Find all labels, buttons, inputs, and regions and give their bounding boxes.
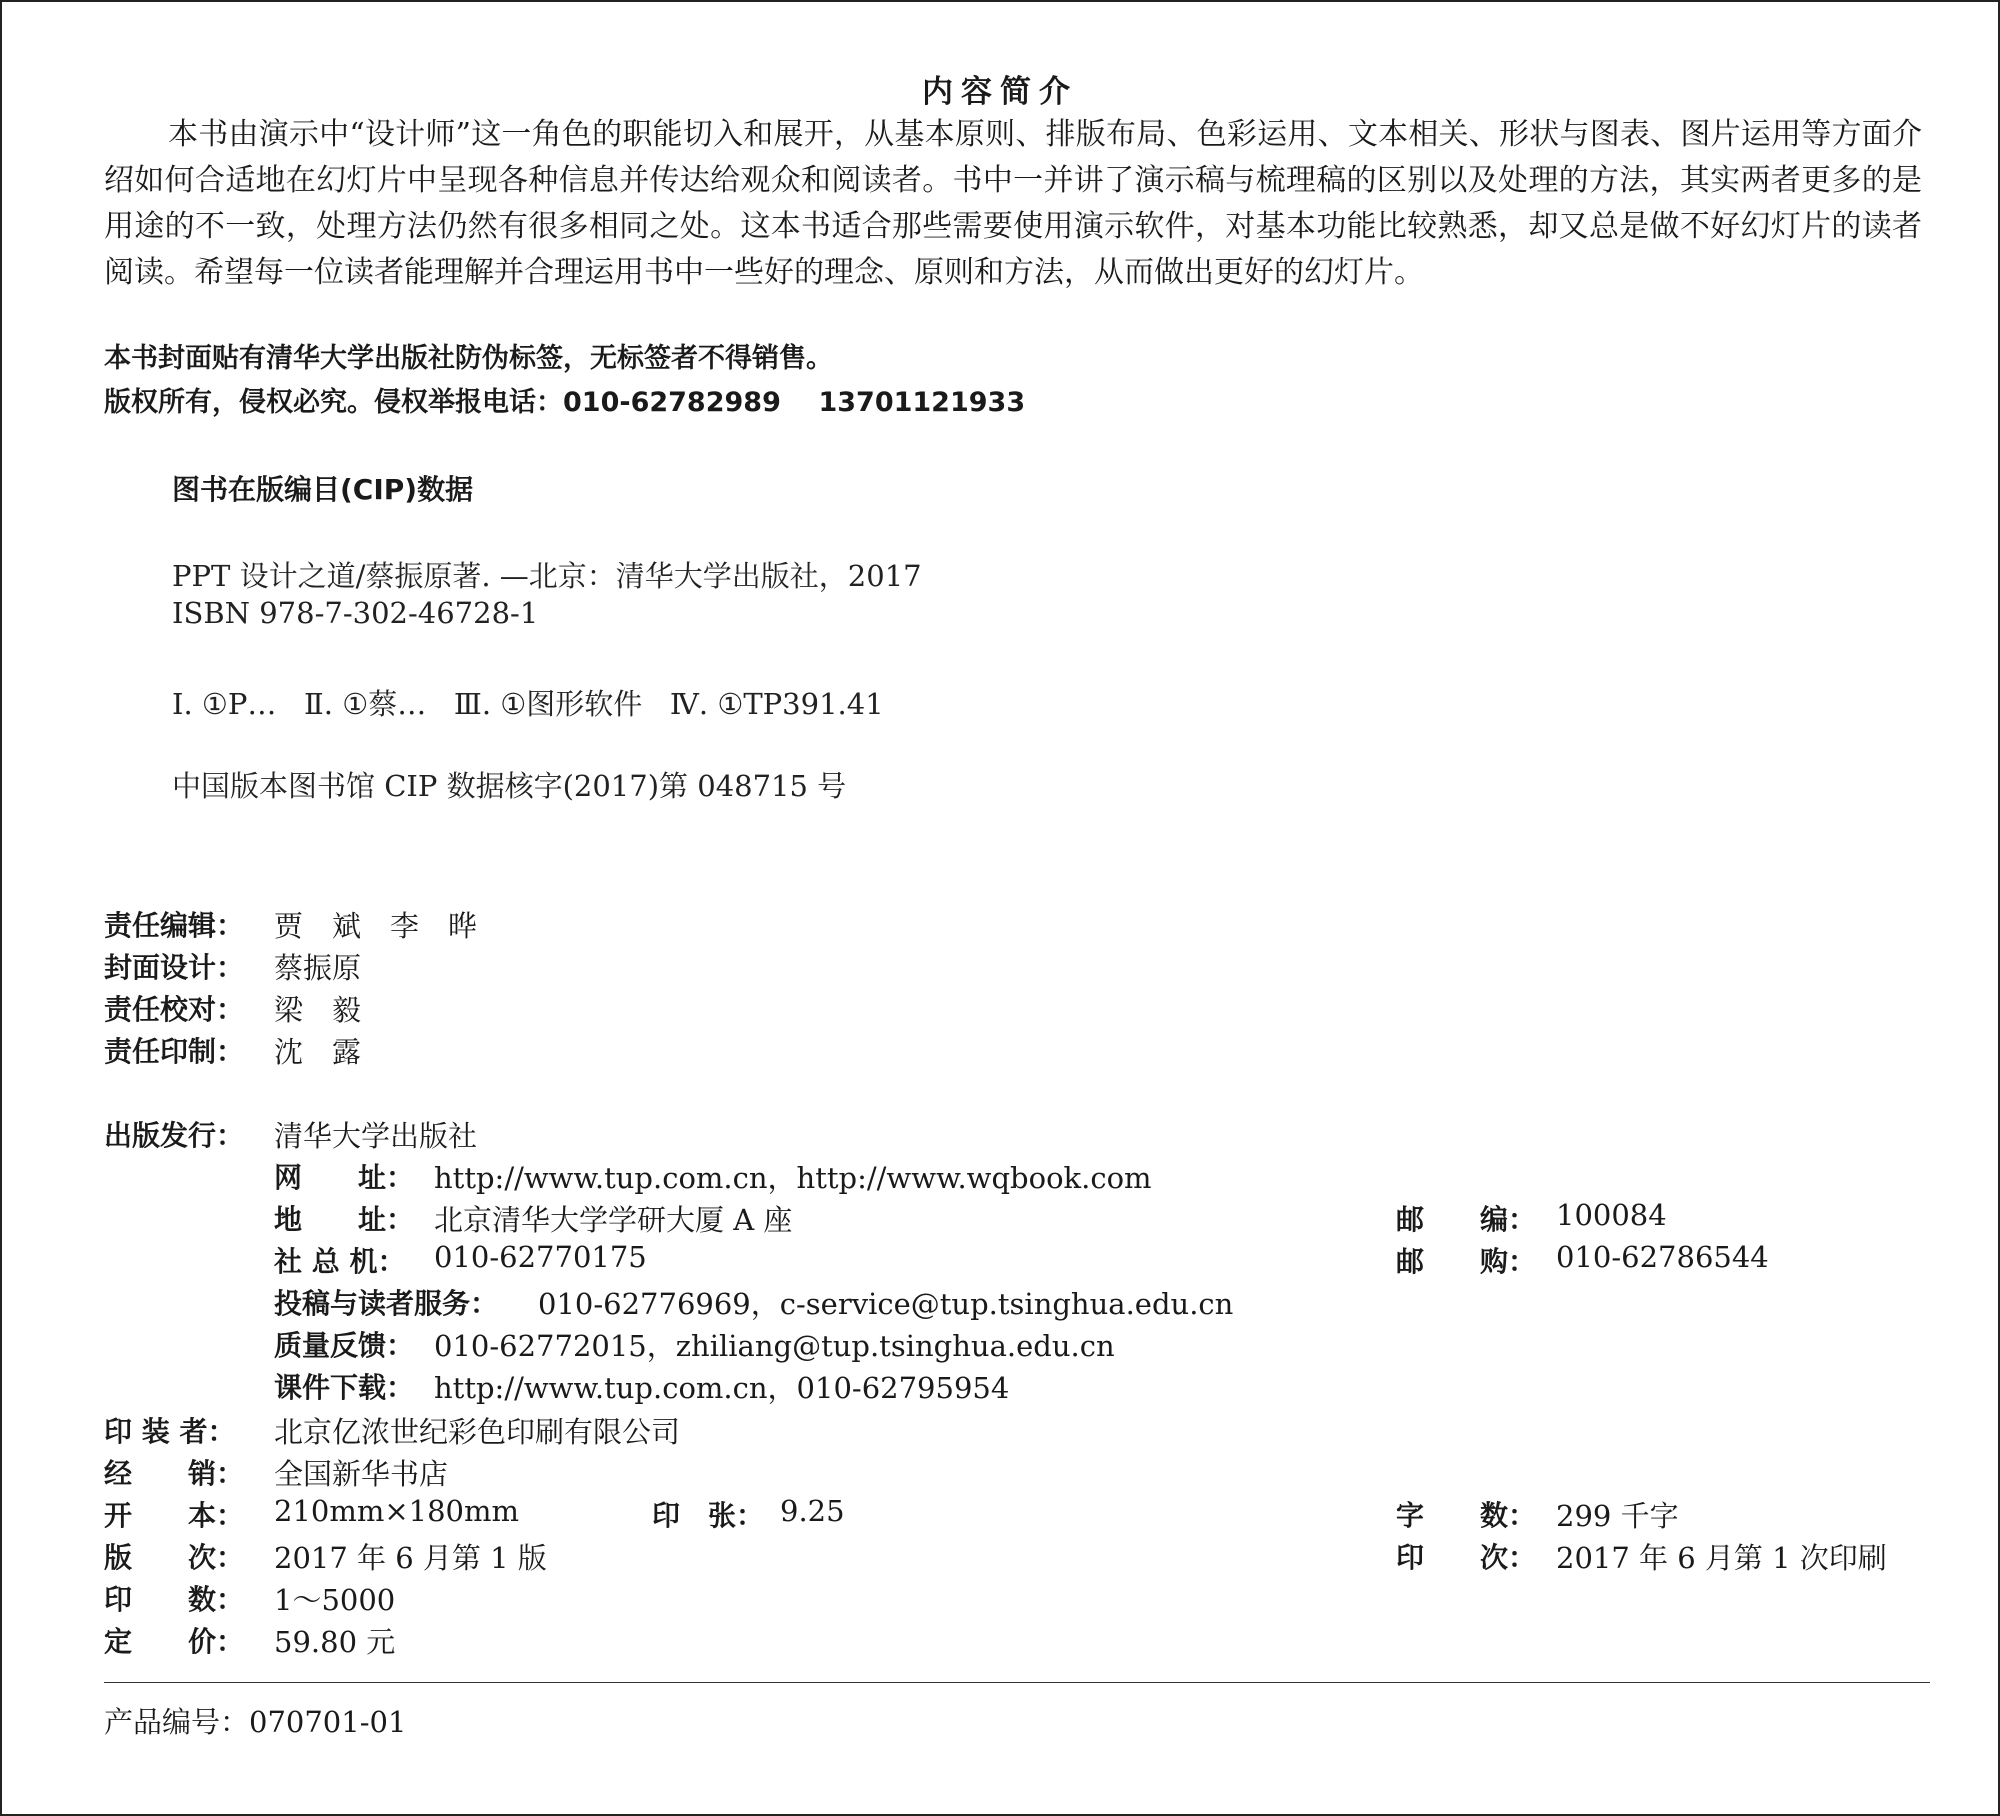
footer-divider	[104, 1682, 1930, 1683]
feedback-value: 010-62772015，zhiliang@tup.tsinghua.edu.cn	[434, 1329, 1115, 1363]
credit-value: 贾 斌 李 晔	[274, 909, 478, 943]
address-label: 地 址：	[274, 1203, 415, 1236]
credit-label: 责任校对：	[104, 993, 245, 1026]
price-value: 59.80 元	[274, 1625, 396, 1659]
mail-order-label: 邮 购：	[1396, 1245, 1537, 1278]
cip-classification: Ⅰ. ①P… Ⅱ. ①蔡… Ⅲ. ①图形软件 Ⅳ. ①TP391.41	[172, 687, 884, 721]
postcode-value: 100084	[1556, 1198, 1667, 1232]
cip-isbn: ISBN 978-7-302-46728-1	[172, 596, 539, 630]
distributor-value: 全国新华书店	[274, 1457, 449, 1491]
feedback-label: 质量反馈：	[274, 1329, 415, 1362]
price-label: 定 价：	[104, 1625, 245, 1658]
credit-value: 梁 毅	[274, 993, 362, 1027]
print-run-label: 印 数：	[104, 1583, 245, 1616]
credit-label: 责任编辑：	[104, 909, 245, 942]
distributor-label: 经 销：	[104, 1457, 245, 1490]
words-label: 字 数：	[1396, 1499, 1537, 1532]
words-value: 299 千字	[1556, 1499, 1679, 1533]
service-label: 投稿与读者服务：	[274, 1287, 499, 1320]
format-value: 210mm×180mm	[274, 1494, 519, 1528]
printer-value: 北京亿浓世纪彩色印刷有限公司	[274, 1415, 681, 1449]
address-value: 北京清华大学学研大厦 A 座	[434, 1203, 793, 1237]
website-value: http://www.tup.com.cn，http://www.wqbook.com	[434, 1161, 1152, 1195]
sheets-value: 9.25	[780, 1494, 845, 1528]
anti-counterfeit-notice: 本书封面贴有清华大学出版社防伪标签，无标签者不得销售。	[104, 343, 833, 374]
cip-title-line: PPT 设计之道/蔡振原著. —北京：清华大学出版社，2017	[172, 559, 922, 593]
edition-label: 版 次：	[104, 1541, 245, 1574]
format-label: 开 本：	[104, 1499, 245, 1532]
printing-value: 2017 年 6 月第 1 次印刷	[1556, 1541, 1887, 1575]
switchboard-label: 社 总 机：	[274, 1245, 406, 1278]
product-code: 产品编号：070701-01	[104, 1705, 407, 1739]
sheets-label: 印 张：	[652, 1499, 765, 1532]
printing-label: 印 次：	[1396, 1541, 1537, 1574]
cip-library-record: 中国版本图书馆 CIP 数据核字(2017)第 048715 号	[172, 769, 847, 803]
postcode-label: 邮 编：	[1396, 1203, 1537, 1236]
publisher-label: 出版发行：	[104, 1119, 245, 1152]
credit-label: 责任印制：	[104, 1035, 245, 1068]
cip-heading: 图书在版编目(CIP)数据	[172, 473, 474, 506]
edition-value: 2017 年 6 月第 1 版	[274, 1541, 547, 1575]
switchboard-value: 010-62770175	[434, 1240, 647, 1274]
copyright-notice: 版权所有，侵权必究。侵权举报电话：010-62782989 13701121933	[104, 387, 1026, 418]
credit-value: 沈 露	[274, 1035, 362, 1069]
download-value: http://www.tup.com.cn，010-62795954	[434, 1371, 1010, 1405]
publisher-name: 清华大学出版社	[274, 1119, 478, 1153]
mail-order-value: 010-62786544	[1556, 1240, 1769, 1274]
intro-paragraph: 本书由演示中“设计师”这一角色的职能切入和展开，从基本原则、排版布局、色彩运用、文本相关、形状与图表、图片运用等方面介绍如何合适地在幻灯片中呈现各种信息并传达给观众和阅读者。书中一并讲了演示稿与梳理稿的区别以及处理的方法，其实两者更多的是用途的不一致，处理方法仍然有很多相同之处。这本书适合那些需要使用演示软件，对基本功能比较熟悉，却又总是做不好幻灯片的读者阅读。希望每一位读者能理解并合理运用书中一些好的理念、原则和方法，从而做出更好的幻灯片。	[104, 117, 1922, 290]
download-label: 课件下载：	[274, 1371, 415, 1404]
credit-value: 蔡振原	[274, 951, 362, 985]
service-value: 010-62776969，c-service@tup.tsinghua.edu.cn	[538, 1287, 1234, 1321]
printer-label: 印 装 者：	[104, 1415, 236, 1448]
intro-title: 内容简介	[922, 74, 1078, 110]
website-label: 网 址：	[274, 1161, 415, 1194]
print-run-value: 1～5000	[274, 1583, 396, 1617]
credit-label: 封面设计：	[104, 951, 245, 984]
intro-body	[104, 112, 1922, 296]
